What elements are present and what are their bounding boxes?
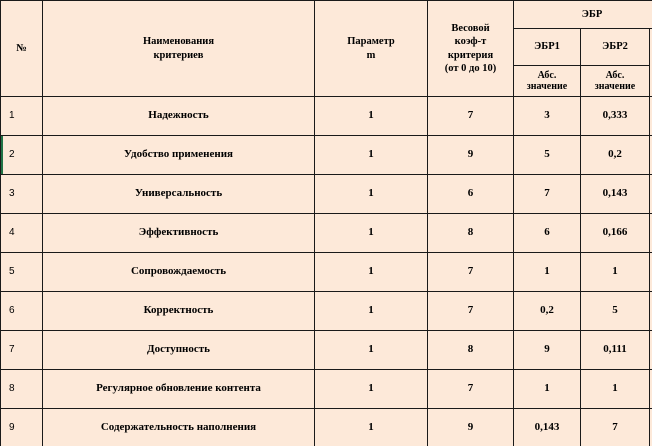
- table-row: [1, 409, 652, 446]
- criterion-name-cell[interactable]: Удобство применения: [43, 136, 315, 175]
- parameter-cell[interactable]: 1: [315, 370, 428, 409]
- parameter-cell[interactable]: 1: [315, 214, 428, 253]
- weight-cell[interactable]: 7: [428, 292, 514, 331]
- parameter-cell[interactable]: 1: [315, 136, 428, 175]
- criterion-name-cell[interactable]: Содержательность наполнения: [43, 409, 315, 446]
- table-row: [1, 370, 652, 409]
- table-row-selected: [1, 136, 652, 175]
- row-number-cell[interactable]: 5: [1, 253, 43, 292]
- parameter-cell[interactable]: 1: [315, 331, 428, 370]
- table-row: [1, 175, 652, 214]
- header-weight-coefficient[interactable]: Весовой коэф-т критерия (от 0 до 10): [428, 1, 514, 97]
- table-row: [1, 331, 652, 370]
- row-number-cell[interactable]: 7: [1, 331, 43, 370]
- ebr1-value-cell[interactable]: 7: [514, 175, 581, 214]
- weight-cell[interactable]: 9: [428, 409, 514, 446]
- criterion-name-cell[interactable]: Надежность: [43, 97, 315, 136]
- ebr2-value-cell[interactable]: 1: [581, 253, 650, 292]
- row-number-cell[interactable]: 4: [1, 214, 43, 253]
- header-parameter-m[interactable]: Параметр m: [315, 1, 428, 97]
- ebr1-value-cell[interactable]: 1: [514, 370, 581, 409]
- weight-cell[interactable]: 9: [428, 136, 514, 175]
- ebr1-value-cell[interactable]: 0,143: [514, 409, 581, 446]
- row-number-cell[interactable]: 9: [1, 409, 43, 446]
- criterion-name-cell[interactable]: Универсальность: [43, 175, 315, 214]
- weight-cell[interactable]: 8: [428, 214, 514, 253]
- weight-cell[interactable]: 8: [428, 331, 514, 370]
- criterion-name-cell[interactable]: Доступность: [43, 331, 315, 370]
- parameter-cell[interactable]: 1: [315, 253, 428, 292]
- header-criteria-name[interactable]: Наименования критериев: [43, 1, 315, 97]
- ebr2-value-cell[interactable]: 7: [581, 409, 650, 446]
- row-number-cell[interactable]: 6: [1, 292, 43, 331]
- ebr1-value-cell[interactable]: 6: [514, 214, 581, 253]
- header-ebr-group[interactable]: ЭБР: [514, 1, 652, 29]
- criterion-name-cell[interactable]: Эффективность: [43, 214, 315, 253]
- criterion-name-cell[interactable]: Сопровождаемость: [43, 253, 315, 292]
- ebr1-value-cell[interactable]: 3: [514, 97, 581, 136]
- ebr1-value-cell[interactable]: 5: [514, 136, 581, 175]
- header-number[interactable]: №: [1, 1, 43, 97]
- criterion-name-cell[interactable]: Регулярное обновление контента: [43, 370, 315, 409]
- criterion-name-cell[interactable]: Корректность: [43, 292, 315, 331]
- weight-cell[interactable]: 7: [428, 253, 514, 292]
- ebr2-value-cell[interactable]: 0,2: [581, 136, 650, 175]
- weight-cell[interactable]: 7: [428, 370, 514, 409]
- header-ebr2-abs-value[interactable]: Абс. значение: [581, 66, 650, 97]
- ebr2-value-cell[interactable]: 0,333: [581, 97, 650, 136]
- row-number-cell[interactable]: 8: [1, 370, 43, 409]
- ebr2-value-cell[interactable]: 1: [581, 370, 650, 409]
- row-number-cell[interactable]: 2: [1, 136, 43, 175]
- table-row: [1, 292, 652, 331]
- ebr2-value-cell[interactable]: 5: [581, 292, 650, 331]
- header-ebr1[interactable]: ЭБР1: [514, 29, 581, 66]
- parameter-cell[interactable]: 1: [315, 97, 428, 136]
- row-number-cell[interactable]: 3: [1, 175, 43, 214]
- ebr1-value-cell[interactable]: 9: [514, 331, 581, 370]
- weight-cell[interactable]: 7: [428, 97, 514, 136]
- ebr1-value-cell[interactable]: 0,2: [514, 292, 581, 331]
- row-number-cell[interactable]: 1: [1, 97, 43, 136]
- ebr2-value-cell[interactable]: 0,166: [581, 214, 650, 253]
- parameter-cell[interactable]: 1: [315, 175, 428, 214]
- table-row: [1, 97, 652, 136]
- header-ebr1-abs-value[interactable]: Абс. значение: [514, 66, 581, 97]
- ebr2-value-cell[interactable]: 0,111: [581, 331, 650, 370]
- table-row: [1, 253, 652, 292]
- ebr1-value-cell[interactable]: 1: [514, 253, 581, 292]
- ebr2-value-cell[interactable]: 0,143: [581, 175, 650, 214]
- weight-cell[interactable]: 6: [428, 175, 514, 214]
- parameter-cell[interactable]: 1: [315, 409, 428, 446]
- table-row: [1, 214, 652, 253]
- parameter-cell[interactable]: 1: [315, 292, 428, 331]
- header-ebr2[interactable]: ЭБР2: [581, 29, 650, 66]
